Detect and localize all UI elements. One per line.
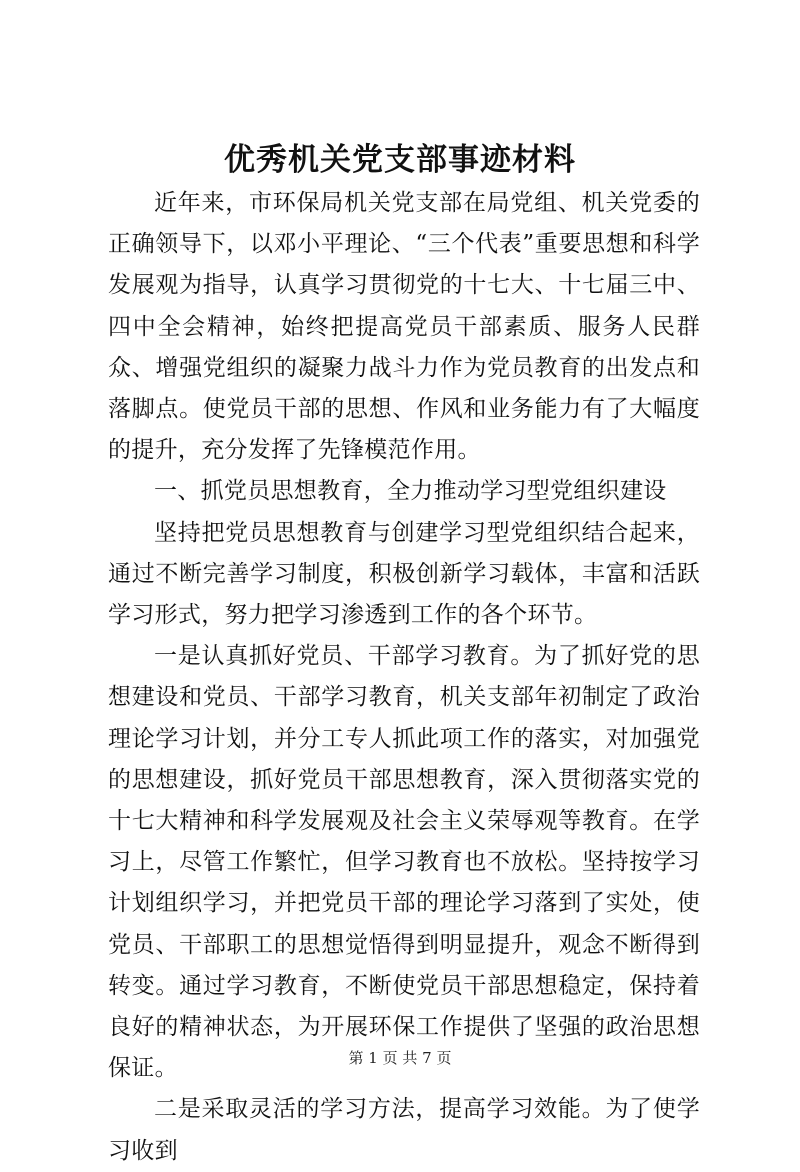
point-paragraph-2: 二是采取灵活的学习方法，提高学习效能。为了使学习收到 xyxy=(108,1096,700,1164)
intro-paragraph: 近年来，市环保局机关党支部在局党组、机关党委的正确领导下，以邓小平理论、“三个代表”重要思想和科学发展观为指导，认真学习贯彻党的十七大、十七届三中、四中全会精神，始终把提高党员干部素质、服务人民群众、增强党组织的凝聚力战斗力作为党员教育的出发点和落脚点。使党员干部的思想、作风和业务能力有了大幅度的提升，充分发挥了先锋模范作用。 xyxy=(108,190,700,464)
point-paragraph-1: 一是认真抓好党员、干部学习教育。为了抓好党的思想建设和党员、干部学习教育，机关支部年初制定了政治理论学习计划，并分工专人抓此项工作的落实，对加强党的思想建设，抓好党员干部思想教育，深入贯彻落实党的十七大精神和科学发展观及社会主义荣辱观等教育。在学习上，尽管工作繁忙，但学习教育也不放松。坚持按学习计划组织学习，并把党员干部的理论学习落到了实处，使党员、干部职工的思想觉悟得到明显提升，观念不断得到转变。通过学习教育，不断使党员干部思想稳定，保持着良好的精神状态，为开展环保工作提供了坚强的政治思想保证。 xyxy=(108,643,700,1082)
document-title: 优秀机关党支部事迹材料 xyxy=(224,142,576,178)
section-heading-1: 一、抓党员思想教育，全力推动学习型党组织建设 xyxy=(154,478,667,505)
section-paragraph-1: 坚持把党员思想教育与创建学习型党组织结合起来，通过不断完善学习制度，积极创新学习载体，丰富和活跃学习形式，努力把学习渗透到工作的各个环节。 xyxy=(108,519,700,629)
page-footer: 第 1 页 共 7 页 xyxy=(348,1049,452,1067)
document-body xyxy=(108,183,700,1172)
